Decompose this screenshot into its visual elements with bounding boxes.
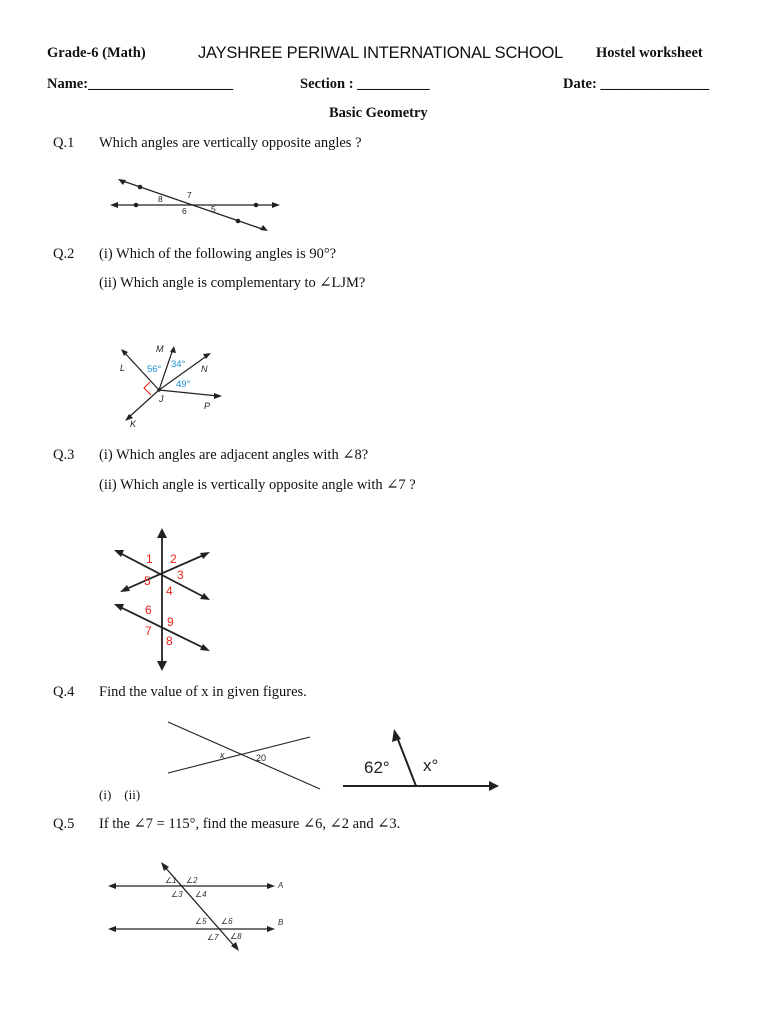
q3-label-3: 3 xyxy=(177,568,184,582)
q3-number: Q.3 xyxy=(53,447,75,463)
school-name: JAYSHREE PERIWAL INTERNATIONAL SCHOOL xyxy=(198,44,564,62)
q3-part2: (ii) Which angle is vertically opposite angle with ∠7 ? xyxy=(99,477,416,493)
q5-label-5: ∠5 xyxy=(195,917,207,926)
q3-label-1: 1 xyxy=(146,552,153,566)
q4-sub-labels: (i) (ii) xyxy=(99,787,141,802)
topic-title: Basic Geometry xyxy=(329,105,428,121)
q4-fig1-20: 20 xyxy=(256,753,267,763)
q2-angle-49: 49° xyxy=(176,379,191,390)
q5-label-8: ∠8 xyxy=(230,932,242,941)
q2-angle-56: 56° xyxy=(147,364,162,375)
q5-label-A: A xyxy=(278,881,284,890)
q5-label-4: ∠4 xyxy=(195,890,207,899)
q2-part1: (i) Which of the following angles is 90°? xyxy=(99,246,337,262)
q3-label-5: 5 xyxy=(144,574,151,588)
q3-figure xyxy=(110,527,216,672)
q3-label-4: 4 xyxy=(166,584,173,598)
q2-figure xyxy=(114,335,226,430)
q4-fig2-62: 62° xyxy=(364,758,390,777)
q4-fig1-x: x xyxy=(220,750,225,760)
q2-label-J: J xyxy=(159,394,164,404)
q5-figure xyxy=(108,862,294,952)
grade-label: Grade-6 (Math) xyxy=(47,45,146,61)
q2-number: Q.2 xyxy=(53,246,75,262)
q4-fig2-x: x° xyxy=(423,756,439,775)
q2-label-N: N xyxy=(201,364,208,374)
q2-angle-34: 34° xyxy=(171,359,186,370)
q3-label-2: 2 xyxy=(170,552,177,566)
name-field: Name:____________________ xyxy=(47,76,234,92)
q4-text: Find the value of x in given figures. xyxy=(99,684,307,700)
q5-label-6: ∠6 xyxy=(221,917,233,926)
q3-label-8: 8 xyxy=(166,634,173,648)
q5-number: Q.5 xyxy=(53,816,75,832)
q4-figure-1 xyxy=(164,718,324,793)
q1-number: Q.1 xyxy=(53,135,75,151)
q1-label-8: 8 xyxy=(158,194,163,204)
q1-label-5: 5 xyxy=(211,204,216,214)
q1-label-7: 7 xyxy=(187,190,192,200)
q5-label-2: ∠2 xyxy=(186,876,198,885)
q2-label-L: L xyxy=(120,363,126,373)
q3-label-9: 9 xyxy=(167,615,174,629)
worksheet-type: Hostel worksheet xyxy=(596,45,703,61)
q2-part2: (ii) Which angle is complementary to ∠LJM? xyxy=(99,275,366,291)
q5-label-7: ∠7 xyxy=(207,933,219,942)
q4-number: Q.4 xyxy=(53,684,75,700)
q5-label-B: B xyxy=(278,918,284,927)
q4-figure-2 xyxy=(340,725,502,795)
q1-figure xyxy=(110,172,280,234)
q5-text: If the ∠7 = 115°, find the measure ∠6, ∠2 and ∠3. xyxy=(99,816,401,832)
q2-label-M: M xyxy=(156,344,164,354)
q2-label-K: K xyxy=(130,419,137,429)
q3-label-6: 6 xyxy=(145,603,152,617)
q1-text: Which angles are vertically opposite angles ? xyxy=(99,135,362,151)
date-field: Date: _______________ xyxy=(563,76,710,92)
q3-label-7: 7 xyxy=(145,624,152,638)
q1-label-6: 6 xyxy=(182,206,187,216)
section-field: Section : __________ xyxy=(300,76,430,92)
q3-part1: (i) Which angles are adjacent angles with ∠8? xyxy=(99,447,369,463)
q2-label-P: P xyxy=(204,401,211,411)
q5-label-1: ∠1 xyxy=(165,876,177,885)
q5-label-3: ∠3 xyxy=(171,890,183,899)
